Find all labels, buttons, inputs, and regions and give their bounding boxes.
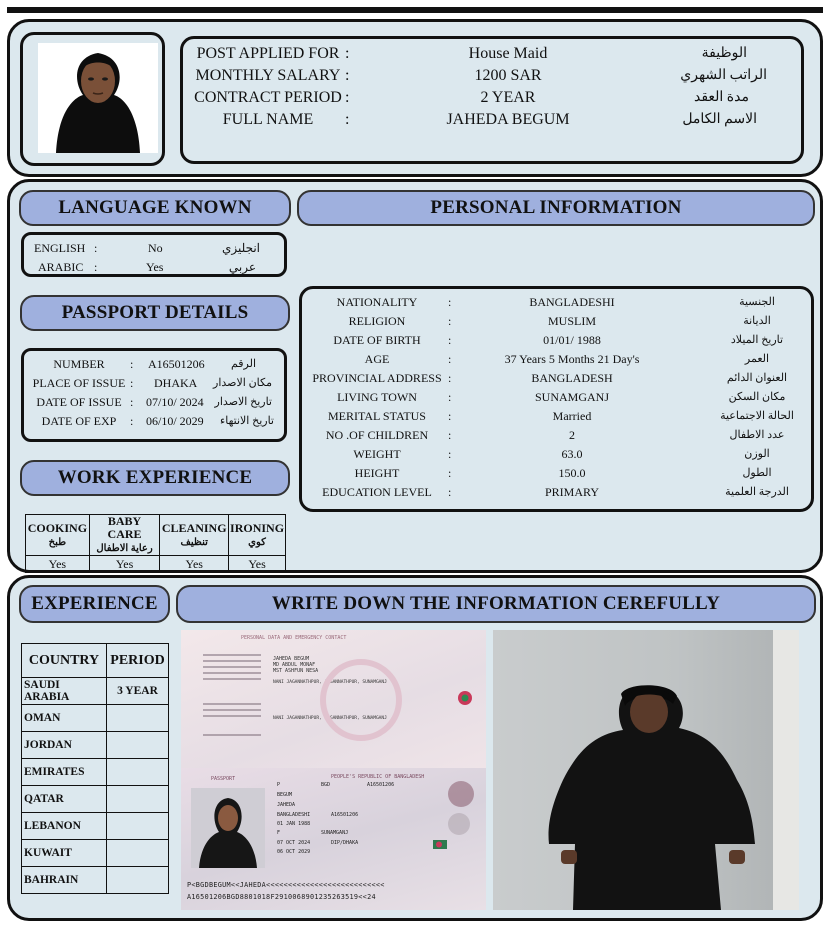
- country-cell: OMAN: [22, 705, 107, 732]
- personal-arabic: العمر: [744, 353, 770, 365]
- scan-number: A16501206: [367, 782, 395, 788]
- personal-info-box: [299, 286, 814, 512]
- passport-label: PLACE OF ISSUE: [32, 376, 126, 390]
- personal-arabic: الوزن: [744, 448, 770, 460]
- colon: :: [130, 414, 134, 428]
- passport-box: [21, 348, 287, 442]
- country-cell: JORDAN: [22, 732, 107, 759]
- summary-label: POST APPLIED FOR: [196, 45, 340, 62]
- experience-heading: EXPERIENCE: [19, 585, 170, 623]
- personal-value: 01/01/ 1988: [543, 333, 601, 347]
- language-box: [21, 232, 287, 277]
- skill-value: Yes: [26, 556, 90, 573]
- personal-value: 37 Years 5 Months 21 Day's: [504, 352, 640, 366]
- skill-en: COOKING: [27, 520, 88, 535]
- language-value: Yes: [146, 260, 164, 274]
- passport-photo-page: [181, 768, 486, 910]
- skill-en: CLEANING: [161, 520, 227, 535]
- scan-expiry: 06 OCT 2029: [277, 849, 311, 855]
- skill-value: Yes: [89, 556, 160, 573]
- colon: :: [448, 295, 452, 309]
- personal-label: NATIONALITY: [336, 295, 418, 309]
- colon: :: [448, 333, 452, 347]
- personal-label: AGE: [364, 352, 390, 366]
- colon: :: [448, 314, 452, 328]
- language-value: No: [148, 241, 163, 255]
- skill-header: [229, 515, 286, 556]
- colon: :: [345, 67, 350, 84]
- skill-header: [160, 515, 229, 556]
- passport-label: NUMBER: [53, 357, 105, 371]
- experience-panel: [7, 575, 823, 921]
- work-experience-heading: WORK EXPERIENCE: [20, 460, 290, 496]
- experience-row: [22, 732, 169, 759]
- period-cell: [107, 759, 169, 786]
- scan-address: NANI JAGANNATHPUR, JAGANNATHPUR, SUNAMGANJ: [273, 680, 387, 685]
- personal-arabic: الدرجة العلمية: [725, 486, 789, 498]
- experience-row: [22, 786, 169, 813]
- write-down-heading: WRITE DOWN THE INFORMATION CEREFULLY: [176, 585, 816, 623]
- personal-arabic: الديانة: [743, 315, 771, 327]
- passport-arabic: تاريخ الاصدار: [214, 396, 272, 408]
- passport-arabic: الرقم: [230, 358, 256, 370]
- period-cell: [107, 840, 169, 867]
- summary-value: JAHEDA BEGUM: [446, 111, 570, 128]
- country-cell: SAUDI ARABIA: [22, 678, 107, 705]
- scan-code: BGD: [321, 782, 331, 788]
- language-label: ENGLISH: [34, 241, 86, 255]
- colon: :: [94, 260, 98, 274]
- skill-ar: طبخ: [48, 536, 67, 548]
- passport-label: DATE OF EXP: [41, 414, 117, 428]
- scan-surname: BEGUM: [277, 792, 293, 798]
- summary-label: CONTRACT PERIOD: [194, 89, 342, 106]
- summary-row: [183, 45, 801, 67]
- colon: :: [448, 428, 452, 442]
- colon: :: [448, 466, 452, 480]
- skill-value: Yes: [160, 556, 229, 573]
- passport-watermark-icon: [181, 630, 486, 768]
- period-cell: [107, 867, 169, 894]
- work-experience-table: [25, 514, 286, 573]
- personal-label: RELIGION: [348, 314, 406, 328]
- passport-scan-image: [181, 630, 486, 910]
- summary-arabic: مدة العقد: [693, 90, 749, 105]
- personal-value: 2: [569, 428, 575, 442]
- colon: :: [345, 89, 350, 106]
- experience-table: [21, 643, 169, 894]
- language-arabic: انجليزي: [221, 241, 260, 255]
- period-cell: [107, 786, 169, 813]
- colon: :: [130, 376, 134, 390]
- top-rule: [7, 7, 823, 13]
- passport-value: 07/10/ 2024: [146, 395, 204, 409]
- personal-arabic: الطول: [742, 467, 772, 479]
- colon: :: [448, 409, 452, 423]
- personal-value: PRIMARY: [544, 485, 600, 499]
- language-known-heading: LANGUAGE KNOWN: [19, 190, 291, 226]
- period-cell: [107, 705, 169, 732]
- personal-arabic: مكان السكن: [728, 391, 786, 403]
- personal-value: 150.0: [558, 466, 586, 480]
- personal-value: MUSLIM: [547, 314, 596, 328]
- country-cell: KUWAIT: [22, 840, 107, 867]
- period-header: PERIOD: [107, 644, 169, 678]
- personal-arabic: عدد الاطفال: [729, 429, 785, 441]
- personal-value: 63.0: [561, 447, 583, 461]
- colon: :: [448, 371, 452, 385]
- personal-value: Married: [552, 409, 592, 423]
- colon: :: [448, 485, 452, 499]
- summary-row: [183, 111, 801, 133]
- experience-row: [22, 840, 169, 867]
- scan-sex: F: [277, 830, 281, 836]
- scan-given: JAHEDA: [277, 802, 296, 808]
- passport-value: A16501206: [148, 357, 205, 371]
- scan-address-2: NANI JAGANNATHPUR, JAGANNATHPUR, SUNAMGANJ: [273, 716, 387, 721]
- country-cell: BAHRAIN: [22, 867, 107, 894]
- scan-passport-label: PASSPORT: [211, 776, 236, 782]
- language-label: ARABIC: [38, 260, 84, 274]
- summary-label: MONTHLY SALARY: [195, 67, 341, 84]
- summary-arabic: الاسم الكامل: [682, 112, 757, 127]
- passport-data-page: [181, 630, 486, 768]
- photo-frame: [20, 32, 165, 166]
- personal-label: LIVING TOWN: [337, 390, 417, 404]
- colon: :: [448, 352, 452, 366]
- scan-name: JAHEDA BEGUM: [273, 656, 310, 662]
- scan-mrz-2: A16501206BGD8801018F2910068901235263519<<24: [187, 893, 376, 901]
- skill-ar: رعاية الاطفال: [96, 543, 153, 554]
- personal-value: BANGLADESH: [531, 371, 613, 385]
- scan-nationality: BANGLADESHI: [277, 812, 311, 818]
- scan-country: PEOPLE'S REPUBLIC OF BANGLADESH: [331, 774, 425, 780]
- colon: :: [130, 395, 134, 409]
- colon: :: [345, 45, 350, 62]
- full-body-photo: [493, 630, 799, 910]
- experience-row: [22, 759, 169, 786]
- passport-label: DATE OF ISSUE: [36, 395, 122, 409]
- passport-value: DHAKA: [154, 376, 198, 390]
- summary-row: [183, 89, 801, 111]
- summary-value: 2 YEAR: [480, 89, 536, 106]
- summary-value: 1200 SAR: [474, 67, 542, 84]
- summary-arabic: الوظيفة: [701, 46, 747, 61]
- personal-arabic: الجنسية: [739, 296, 775, 308]
- passport-arabic: مكان الاصدار: [213, 377, 272, 389]
- experience-row: [22, 867, 169, 894]
- personal-information-heading: PERSONAL INFORMATION: [297, 190, 815, 226]
- scan-type: P: [277, 782, 281, 788]
- scan-father: MD ABDUL MONAF: [273, 662, 316, 668]
- period-cell: [107, 732, 169, 759]
- scan-pob: SUNAMGANJ: [321, 830, 349, 836]
- scan-mrz-number: A16501206: [331, 812, 359, 818]
- skill-en: IRONING: [230, 520, 285, 535]
- scan-mrz-1: P<BGDBEGUM<<JAHEDA<<<<<<<<<<<<<<<<<<<<<<<<<<<: [187, 881, 385, 889]
- summary-value: House Maid: [468, 45, 548, 62]
- colon: :: [448, 447, 452, 461]
- summary-arabic: الراتب الشهري: [680, 68, 767, 83]
- candidate-photo: [38, 43, 158, 153]
- header-panel: [7, 19, 823, 177]
- country-cell: LEBANON: [22, 813, 107, 840]
- personal-label: MERITAL STATUS: [328, 409, 426, 423]
- colon: :: [345, 111, 350, 128]
- personal-label: HEIGHT: [354, 466, 400, 480]
- country-header: COUNTRY: [22, 644, 107, 678]
- personal-arabic: الحالة الاجتماعية: [720, 410, 794, 422]
- colon: :: [448, 390, 452, 404]
- personal-label: EDUCATION LEVEL: [322, 485, 432, 499]
- personal-value: BANGLADESHI: [529, 295, 615, 309]
- scan-title: PERSONAL DATA AND EMERGENCY CONTACT: [241, 635, 347, 641]
- experience-row: [22, 678, 169, 705]
- summary-label: FULL NAME: [222, 111, 314, 128]
- country-cell: QATAR: [22, 786, 107, 813]
- colon: :: [94, 241, 98, 255]
- personal-label: NO .OF CHILDREN: [325, 428, 429, 442]
- details-panel: [7, 179, 823, 573]
- experience-row: [22, 813, 169, 840]
- skill-header: [89, 515, 160, 556]
- skill-ar: كوي: [248, 536, 266, 548]
- personal-arabic: العنوان الدائم: [726, 372, 788, 384]
- personal-value: SUNAMGANJ: [534, 390, 609, 404]
- passport-arabic: تاريخ الانتهاء: [220, 415, 274, 427]
- personal-label: PROVINCIAL ADDRESS: [312, 371, 442, 385]
- colon: :: [130, 357, 134, 371]
- personal-arabic: تاريخ الميلاد: [730, 334, 784, 346]
- skill-header: [26, 515, 90, 556]
- scan-dob: 01 JAN 1988: [277, 821, 311, 827]
- experience-row: [22, 705, 169, 732]
- skill-ar: تنظيف: [180, 536, 208, 548]
- passport-details-heading: PASSPORT DETAILS: [20, 295, 290, 331]
- skill-en: BABY CARE: [107, 514, 142, 541]
- scan-mother: MST ASHFUN NESA: [273, 668, 319, 674]
- summary-row: [183, 67, 801, 89]
- country-cell: EMIRATES: [22, 759, 107, 786]
- skill-value: Yes: [229, 556, 286, 573]
- scan-authority: DIP/DHAKA: [331, 840, 359, 846]
- job-summary-box: [180, 36, 804, 164]
- personal-label: DATE OF BIRTH: [333, 333, 421, 347]
- personal-label: WEIGHT: [353, 447, 401, 461]
- scan-issue: 07 OCT 2024: [277, 840, 311, 846]
- period-cell: 3 YEAR: [107, 678, 169, 705]
- language-arabic: عربي: [228, 260, 256, 274]
- period-cell: [107, 813, 169, 840]
- passport-value: 06/10/ 2029: [146, 414, 204, 428]
